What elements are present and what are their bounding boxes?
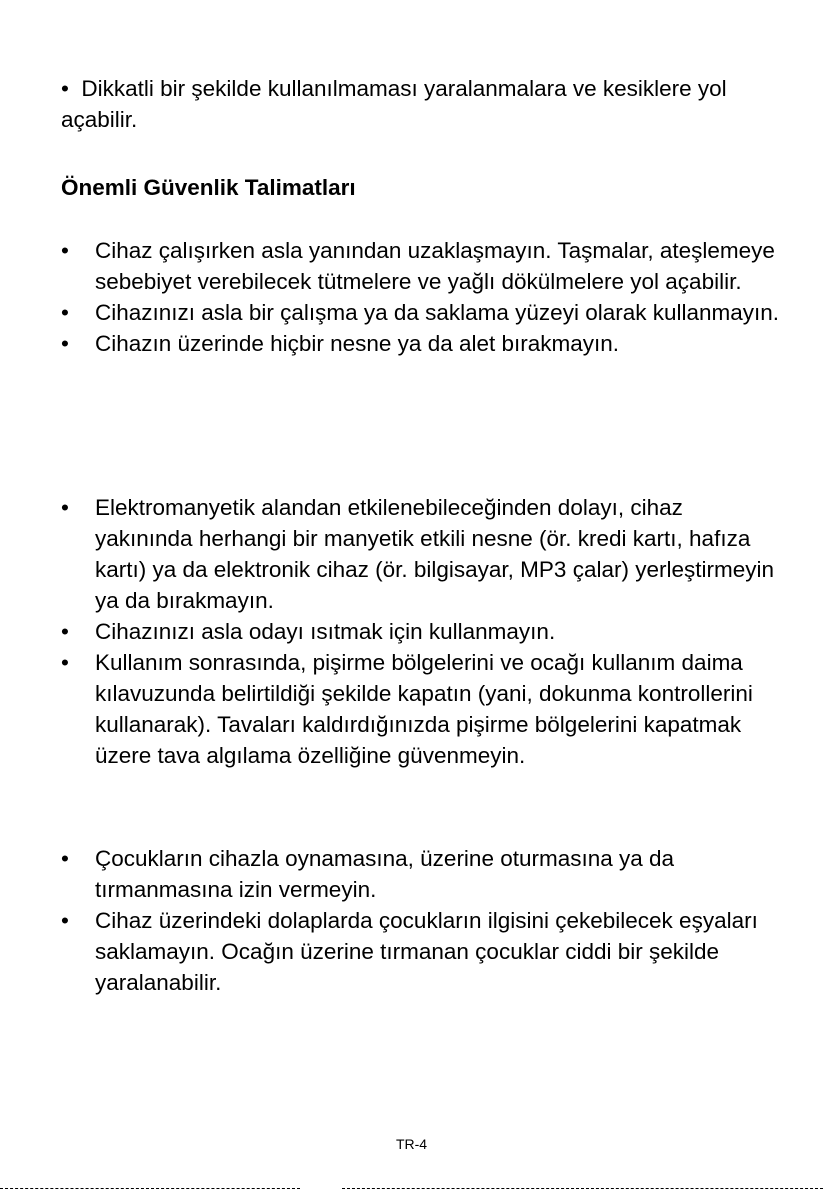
list-item — [61, 616, 781, 647]
bullet-list-children — [61, 843, 781, 998]
list-item-text: Cihazın üzerinde hiçbir nesne ya da alet bırakmayın. — [95, 331, 620, 356]
list-item-text: Çocukların cihazla oynamasına, üzerine oturmasına ya da tırmanmasına izin vermeyin. — [95, 846, 675, 902]
list-item-text: Elektromanyetik alandan etkilenebileceğinden dolayı, cihaz yakınında herhangi bir manyetik etkili nesne (ör. kredi kartı, hafıza kartı) ya da elektronik cihaz (ör. bilgisayar, MP3 çalar) yerleştirmeyin ya da bırakmayın. — [95, 495, 774, 613]
list-item — [61, 297, 781, 328]
list-item — [61, 843, 781, 905]
intro-paragraph — [61, 73, 781, 135]
bullet-list-general — [61, 235, 781, 359]
list-item-text: Cihazınızı asla bir çalışma ya da saklama yüzeyi olarak kullanmayın. — [95, 300, 780, 325]
list-item — [61, 492, 781, 616]
bullet-glyph: • — [61, 238, 69, 263]
section-heading: Önemli Güvenlik Talimatları — [61, 175, 356, 200]
bullet-glyph: • — [61, 300, 69, 325]
bullet-glyph: • — [61, 650, 69, 675]
bullet-glyph: • — [61, 331, 69, 356]
page-number: TR-4 — [395, 1136, 428, 1152]
list-item — [61, 647, 781, 771]
list-item-text: Cihaz üzerindeki dolaplarda çocukların ilgisini çekebilecek eşyaları saklamayın. Ocağın üzerine tırmanan çocuklar ciddi bir şekilde yaralanabilir. — [95, 908, 758, 995]
footer-rule-right — [342, 1188, 823, 1189]
bullet-glyph: • — [61, 76, 69, 101]
bullet-list-electromagnetic — [61, 492, 781, 771]
list-item-text: Cihazınızı asla odayı ısıtmak için kullanmayın. — [95, 619, 556, 644]
bullet-glyph: • — [61, 495, 69, 520]
list-item — [61, 235, 781, 297]
footer-rule-left — [0, 1188, 300, 1189]
list-item-text: Cihaz çalışırken asla yanından uzaklaşmayın. Taşmalar, ateşlemeye sebebiyet verebilecek tütmelere ve yağlı dökülmelere yol açabilir. — [95, 238, 775, 294]
list-item — [61, 328, 781, 359]
list-item-text: Kullanım sonrasında, pişirme bölgelerini ve ocağı kullanım daima kılavuzunda belirtildiği şekilde kapatın (yani, dokunma kontrollerini kullanarak). Tavaları kaldırdığınızda pişirme bölgelerini kapatmak üzere tava algılama özelliğine güvenmeyin. — [95, 650, 753, 768]
bullet-glyph: • — [61, 846, 69, 871]
intro-text: Dikkatli bir şekilde kullanılmaması yaralanmalara ve kesiklere yol açabilir. — [61, 76, 727, 132]
list-item — [61, 905, 781, 998]
bullet-glyph: • — [61, 908, 69, 933]
bullet-glyph: • — [61, 619, 69, 644]
